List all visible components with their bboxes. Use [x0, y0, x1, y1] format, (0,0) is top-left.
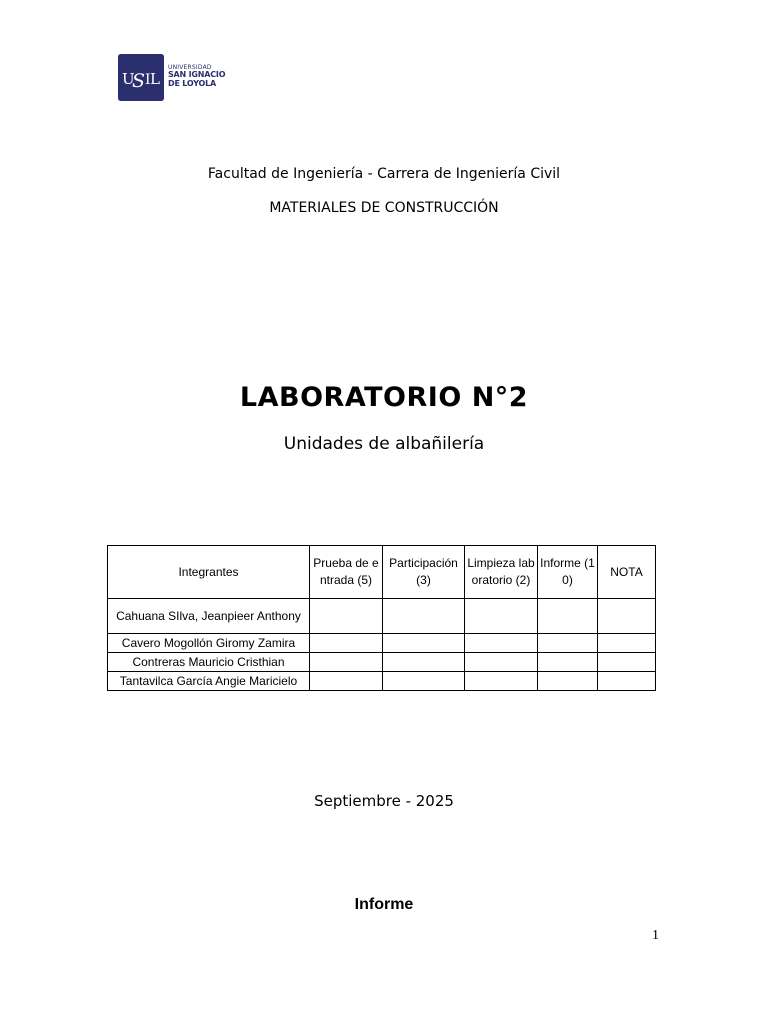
course-name: MATERIALES DE CONSTRUCCIÓN [269, 200, 499, 216]
column-header-prueba: Prueba de entrada (5) [310, 546, 383, 599]
nota-cell [598, 653, 656, 672]
university-logo [118, 54, 238, 102]
prueba-cell [310, 634, 383, 653]
faculty-line: Facultad de Ingeniería - Carrera de Ingeniería Civil [207, 166, 561, 182]
grades-table [107, 545, 656, 691]
member-name: Contreras Mauricio Cristhian [108, 653, 310, 672]
informe-cell [538, 599, 598, 634]
logo-line-2: SAN IGNACIO [168, 70, 226, 80]
nota-cell [598, 599, 656, 634]
table-row [108, 653, 656, 672]
table-row [108, 634, 656, 653]
table-row [108, 672, 656, 691]
limpieza-cell [465, 672, 538, 691]
lab-subtitle: Unidades de albañilería [283, 434, 485, 454]
logo-line-1: UNIVERSIDAD [168, 64, 212, 71]
limpieza-cell [465, 599, 538, 634]
informe-cell [538, 672, 598, 691]
limpieza-cell [465, 634, 538, 653]
document-date: Septiembre - 2025 [314, 792, 454, 810]
column-header-participacion: Participación (3) [383, 546, 465, 599]
column-header-nota: NOTA [598, 546, 656, 599]
informe-cell [538, 653, 598, 672]
lab-title: LABORATORIO N°2 [239, 382, 529, 413]
column-header-informe: Informe (10) [538, 546, 598, 599]
prueba-cell [310, 653, 383, 672]
nota-cell [598, 672, 656, 691]
svg-text:S: S [132, 70, 146, 92]
university-name [168, 65, 225, 88]
member-name: Cahuana SIlva, Jeanpieer Anthony [108, 599, 310, 634]
logo-line-3: DE LOYOLA [168, 78, 217, 88]
section-heading: Informe [354, 896, 414, 913]
table-row [108, 599, 656, 634]
participacion-cell [383, 672, 465, 691]
column-header-limpieza: Limpieza laboratorio (2) [465, 546, 538, 599]
participacion-cell [383, 653, 465, 672]
svg-text:L: L [150, 70, 160, 88]
svg-text:U: U [122, 70, 134, 88]
participacion-cell [383, 634, 465, 653]
informe-cell [538, 634, 598, 653]
prueba-cell [310, 672, 383, 691]
column-header-integrantes: Integrantes [108, 546, 310, 599]
limpieza-cell [465, 653, 538, 672]
table-header-row [108, 546, 656, 599]
participacion-cell [383, 599, 465, 634]
member-name: Cavero Mogollón Giromy Zamira [108, 634, 310, 653]
page-number: 1 [652, 928, 659, 943]
svg-text:I: I [145, 72, 151, 88]
usil-monogram-icon [118, 54, 164, 101]
prueba-cell [310, 599, 383, 634]
member-name: Tantavilca García Angie Maricielo [108, 672, 310, 691]
nota-cell [598, 634, 656, 653]
